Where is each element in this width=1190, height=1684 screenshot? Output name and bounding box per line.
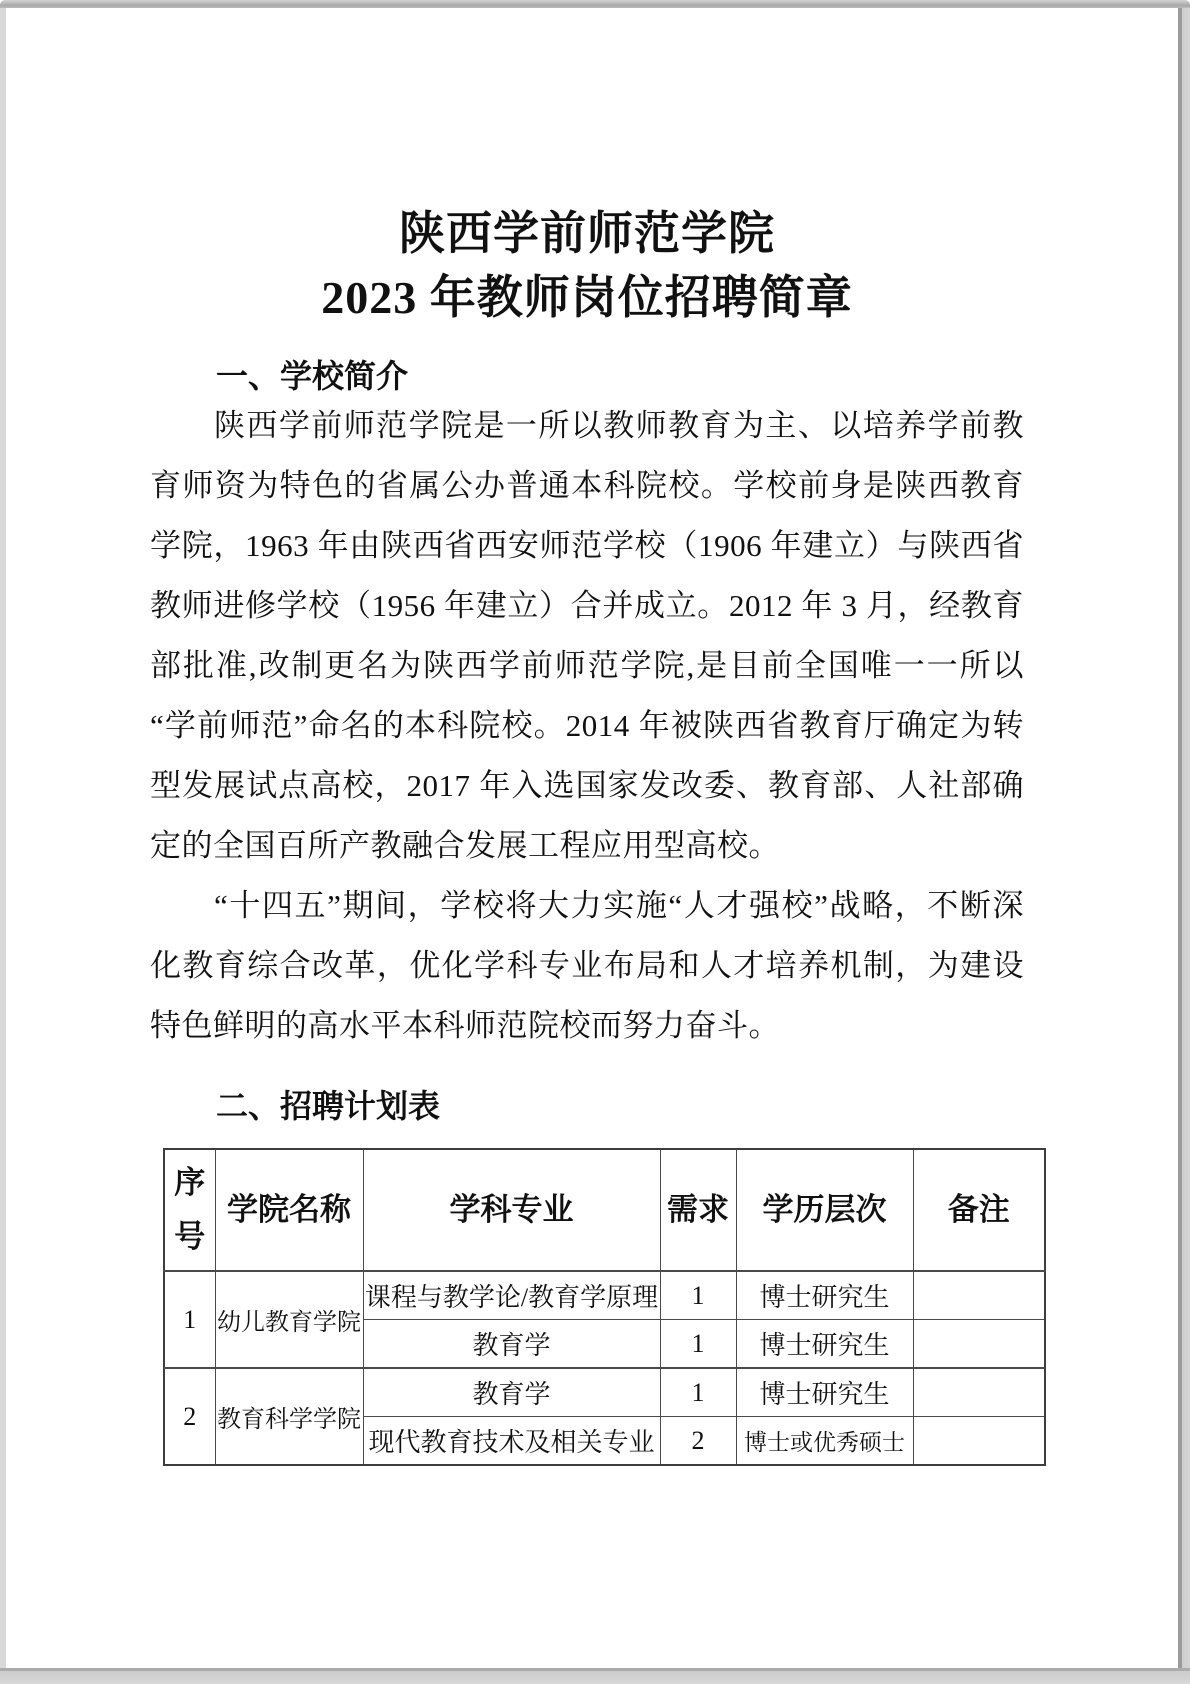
col-header-major: 学科专业 (363, 1149, 660, 1271)
cell-major: 课程与教学论/教育学原理 (363, 1271, 660, 1320)
title-line-2: 2023 年教师岗位招聘简章 (321, 272, 853, 323)
table-header-row (164, 1149, 1045, 1271)
cell-no: 1 (164, 1271, 215, 1368)
cell-count: 2 (660, 1417, 736, 1466)
cell-major: 现代教育技术及相关专业 (363, 1417, 660, 1466)
col-header-college: 学院名称 (215, 1149, 363, 1271)
table-row (164, 1271, 1045, 1320)
col-header-count: 需求 (660, 1149, 736, 1271)
cell-count: 1 (660, 1320, 736, 1369)
cell-degree: 博士研究生 (736, 1368, 913, 1417)
recruitment-plan-table (163, 1148, 1046, 1466)
cell-major: 教育学 (363, 1368, 660, 1417)
page-edge-right (1178, 8, 1190, 1668)
cell-count: 1 (660, 1368, 736, 1417)
intro-paragraph-2: “十四五”期间，学校将大力实施“人才强校”战略，不断深化教育综合改革，优化学科专业布局和人才培养机制，为建设特色鲜明的高水平本科师范院校而努力奋斗。 (150, 888, 1024, 1043)
cell-note (913, 1271, 1045, 1320)
cell-note (913, 1368, 1045, 1417)
cell-major: 教育学 (363, 1320, 660, 1369)
cell-degree: 博士或优秀硕士 (736, 1417, 913, 1466)
page-edge-left (0, 8, 6, 1668)
col-header-note: 备注 (913, 1149, 1045, 1271)
col-header-degree: 学历层次 (736, 1149, 913, 1271)
heading-school-intro: 一、学校简介 (216, 358, 409, 394)
document-title (150, 202, 1024, 330)
page-edge-bottom (0, 1668, 1190, 1684)
table-row (164, 1368, 1045, 1417)
cell-college: 幼儿教育学院 (215, 1271, 363, 1368)
cell-no: 2 (164, 1368, 215, 1465)
title-line-1: 陕西学前师范学院 (399, 208, 775, 259)
col-header-no: 序号 (164, 1149, 215, 1271)
intro-paragraph-1: 陕西学前师范学院是一所以教师教育为主、以培养学前教育师资为特色的省属公办普通本科院校。学校前身是陕西教育学院，1963 年由陕西省西安师范学校（1906 年建立）与陕西省教师进修学校（1956 年建立）合并成立。2012 年 3 月，经教育部批准,改制更名为陕西学前师范学院,是目前全国唯一一所以“学前师范”命名的本科院校。2014 年被陕西省教育厅确定为转型发展试点高校，2017 年入选国家发改委、教育部、人社部确定的全国百所产教融合发展工程应用型高校。 (150, 408, 1024, 863)
cell-count: 1 (660, 1271, 736, 1320)
heading-recruitment-plan: 二、招聘计划表 (216, 1088, 441, 1124)
cell-degree: 博士研究生 (736, 1320, 913, 1369)
document-content (150, 0, 1024, 1466)
cell-degree: 博士研究生 (736, 1271, 913, 1320)
cell-note (913, 1320, 1045, 1369)
cell-college: 教育科学学院 (215, 1368, 363, 1465)
cell-note (913, 1417, 1045, 1466)
